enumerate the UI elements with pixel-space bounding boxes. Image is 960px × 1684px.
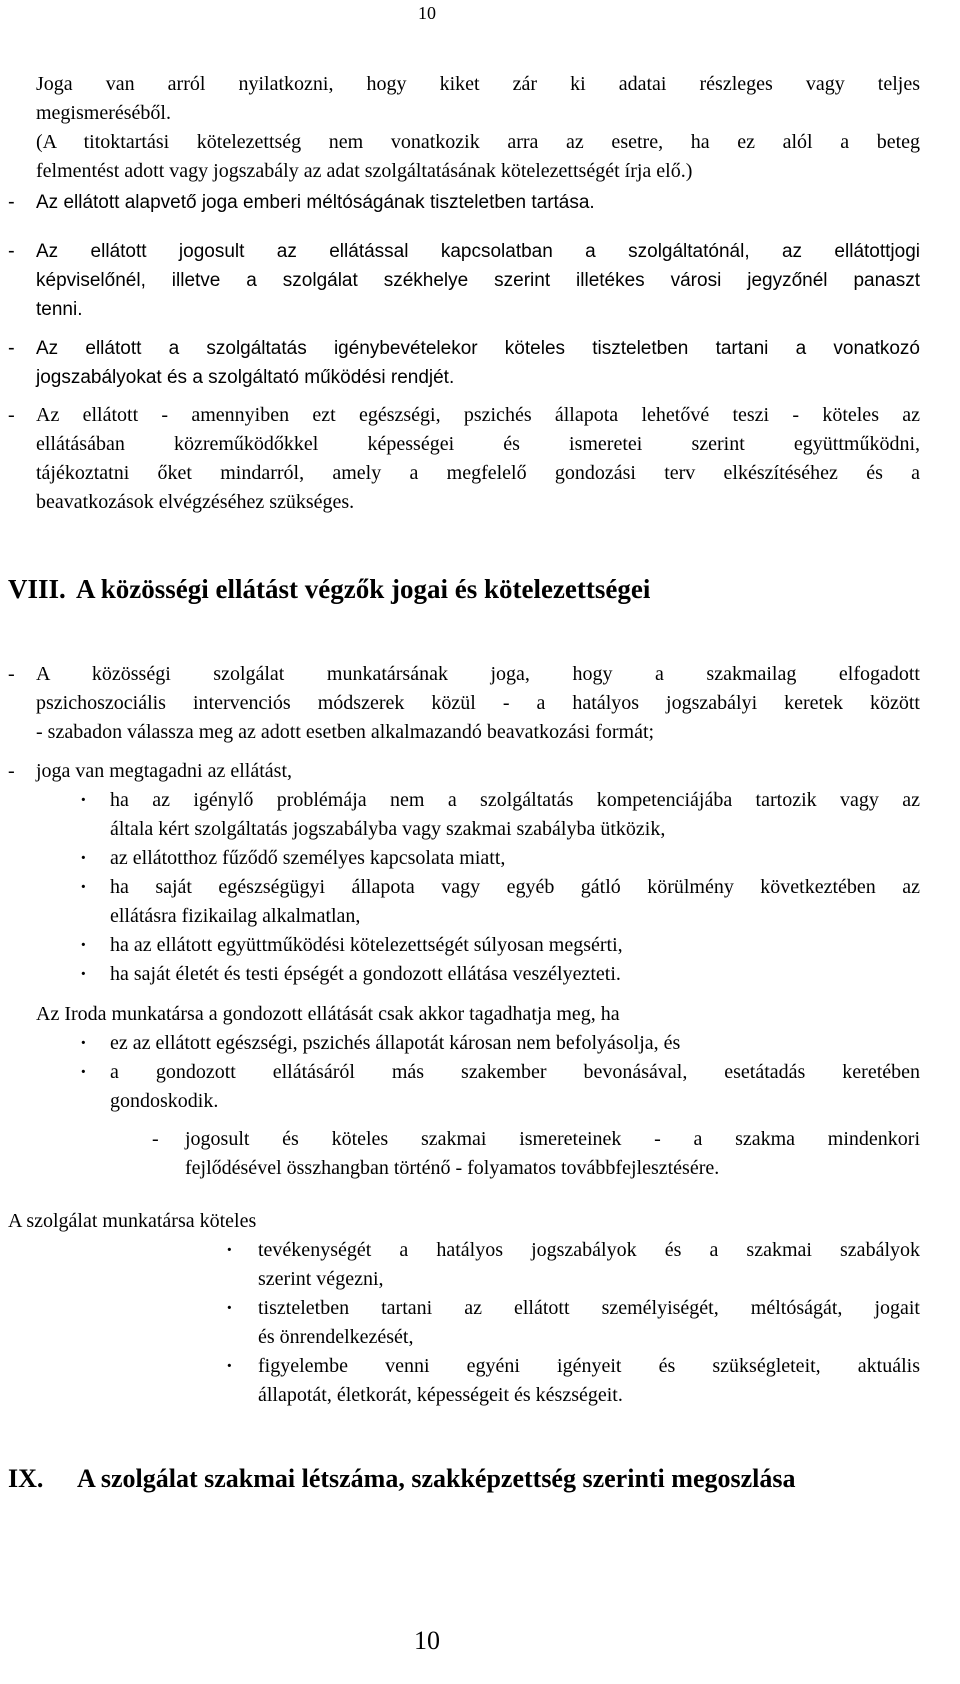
bullet: · [80, 1061, 87, 1083]
bullet: · [226, 1297, 233, 1319]
list-item-text: - szabadon válassza meg az adott esetben alkalmazandó beavatkozási formát; [36, 721, 655, 743]
list-item-text: jogosult és köteles szakmai ismereteinek - a szakma mindenkori [185, 1128, 920, 1150]
list-item-text: Az ellátott jogosult az ellátással kapcsolatban a szolgáltatónál, az ellátottjogi [36, 241, 920, 262]
page-number-top: 10 [418, 3, 436, 23]
bullet-text: gondoskodik. [110, 1090, 219, 1112]
list-dash: - [8, 404, 15, 426]
bullet-text: ez az ellátott egészségi, pszichés állapotát károsan nem befolyásolja, és [110, 1032, 681, 1054]
section-title: A szolgálat szakmai létszáma, szakképzettség szerinti megoszlása [77, 1464, 796, 1493]
section-title: A közösségi ellátást végzők jogai és kötelezettségei [76, 574, 651, 604]
bullet-text: állapotát, életkorát, képességeit és készségeit. [258, 1384, 623, 1406]
bullet-text: ha saját életét és testi épségét a gondozott ellátása veszélyezteti. [110, 963, 621, 985]
bullet: · [80, 847, 87, 869]
bullet: · [80, 963, 87, 985]
bullet-text: ha az ellátott együttműködési kötelezettségét súlyosan megsérti, [110, 934, 623, 956]
bullet-text: ha saját egészségügyi állapota vagy egyéb gátló körülmény következtében az [110, 876, 920, 898]
list-item-text: tenni. [36, 299, 83, 320]
list-item-text: jogszabályokat és a szolgáltató működési rendjét. [36, 367, 455, 388]
list-item-text: beavatkozások elvégzéséhez szükséges. [36, 491, 355, 513]
bullet-text: általa kért szolgáltatás jogszabályba vagy szakmai szabályba ütközik, [110, 818, 666, 840]
list-dash: - [8, 240, 15, 262]
list-item-text: tájékoztatni őket mindarról, amely a megfelelő gondozási terv elkészítéséhez és a [36, 462, 920, 484]
bullet-text: az ellátotthoz fűződő személyes kapcsolata miatt, [110, 847, 506, 869]
paragraph-line: Az Iroda munkatársa a gondozott ellátását csak akkor tagadhatja meg, ha [36, 1003, 620, 1025]
bullet: · [80, 876, 87, 898]
list-item-text: Az ellátott - amennyiben ezt egészségi, pszichés állapota lehetővé teszi - köteles az [36, 404, 920, 426]
list-item-text: ellátásában közreműködőkkel képességei és ismeretei szerint együttműködni, [36, 433, 920, 455]
section-number: VIII. [8, 574, 66, 604]
bullet: · [80, 934, 87, 956]
list-item-text: A közösségi szolgálat munkatársának joga, hogy a szakmailag elfogadott [36, 663, 920, 685]
bullet: · [80, 1032, 87, 1054]
paragraph-line: felmentést adott vagy jogszabály az adat szolgáltatásának kötelezettségét írja elő.) [36, 160, 693, 182]
bullet-text: tiszteletben tartani az ellátott személyiségét, méltóságát, jogait [258, 1297, 920, 1319]
list-item-text: képviselőnél, illetve a szolgálat székhelye szerint illetékes városi jegyzőnél panaszt [36, 270, 920, 291]
list-dash: - [8, 191, 15, 213]
section-number: IX. [8, 1464, 44, 1493]
bullet-text: szerint végezni, [258, 1268, 384, 1290]
paragraph-line: (A titoktartási kötelezettség nem vonatkozik arra az esetre, ha ez alól a beteg [36, 131, 920, 153]
bullet-text: ha az igénylő problémája nem a szolgáltatás kompetenciájába tartozik vagy az [110, 789, 920, 811]
list-dash: - [8, 760, 15, 782]
paragraph-line: A szolgálat munkatársa köteles [8, 1210, 257, 1232]
paragraph-line: megismeréséből. [36, 102, 171, 124]
bullet-text: ellátásra fizikailag alkalmatlan, [110, 905, 361, 927]
list-item-text: pszichoszociális intervenciós módszerek közül - a hatályos jogszabályi keretek között [36, 692, 920, 714]
bullet-text: tevékenységét a hatályos jogszabályok és a szakmai szabályok [258, 1239, 920, 1261]
bullet: · [226, 1355, 233, 1377]
list-dash: - [8, 337, 15, 359]
bullet: · [80, 789, 87, 811]
list-item-text: Az ellátott a szolgáltatás igénybevételekor köteles tiszteletben tartani a vonatkozó [36, 338, 920, 359]
bullet-text: figyelembe venni egyéni igényeit és szükségleteit, aktuális [258, 1355, 920, 1377]
paragraph-line: Joga van arról nyilatkozni, hogy kiket zár ki adatai részleges vagy teljes [36, 73, 920, 95]
list-dash: - [8, 663, 15, 685]
list-dash: - [152, 1128, 159, 1150]
bullet: · [226, 1239, 233, 1261]
bullet-text: a gondozott ellátásáról más szakember bevonásával, esetátadás keretében [110, 1061, 920, 1083]
bullet-text: és önrendelkezését, [258, 1326, 414, 1348]
list-item-text: Az ellátott alapvető joga emberi méltóságának tiszteletben tartása. [36, 192, 595, 213]
page-number-bottom: 10 [414, 1626, 440, 1655]
list-item-text: joga van megtagadni az ellátást, [36, 760, 293, 782]
list-item-text: fejlődésével összhangban történő - folyamatos továbbfejlesztésére. [185, 1157, 720, 1179]
